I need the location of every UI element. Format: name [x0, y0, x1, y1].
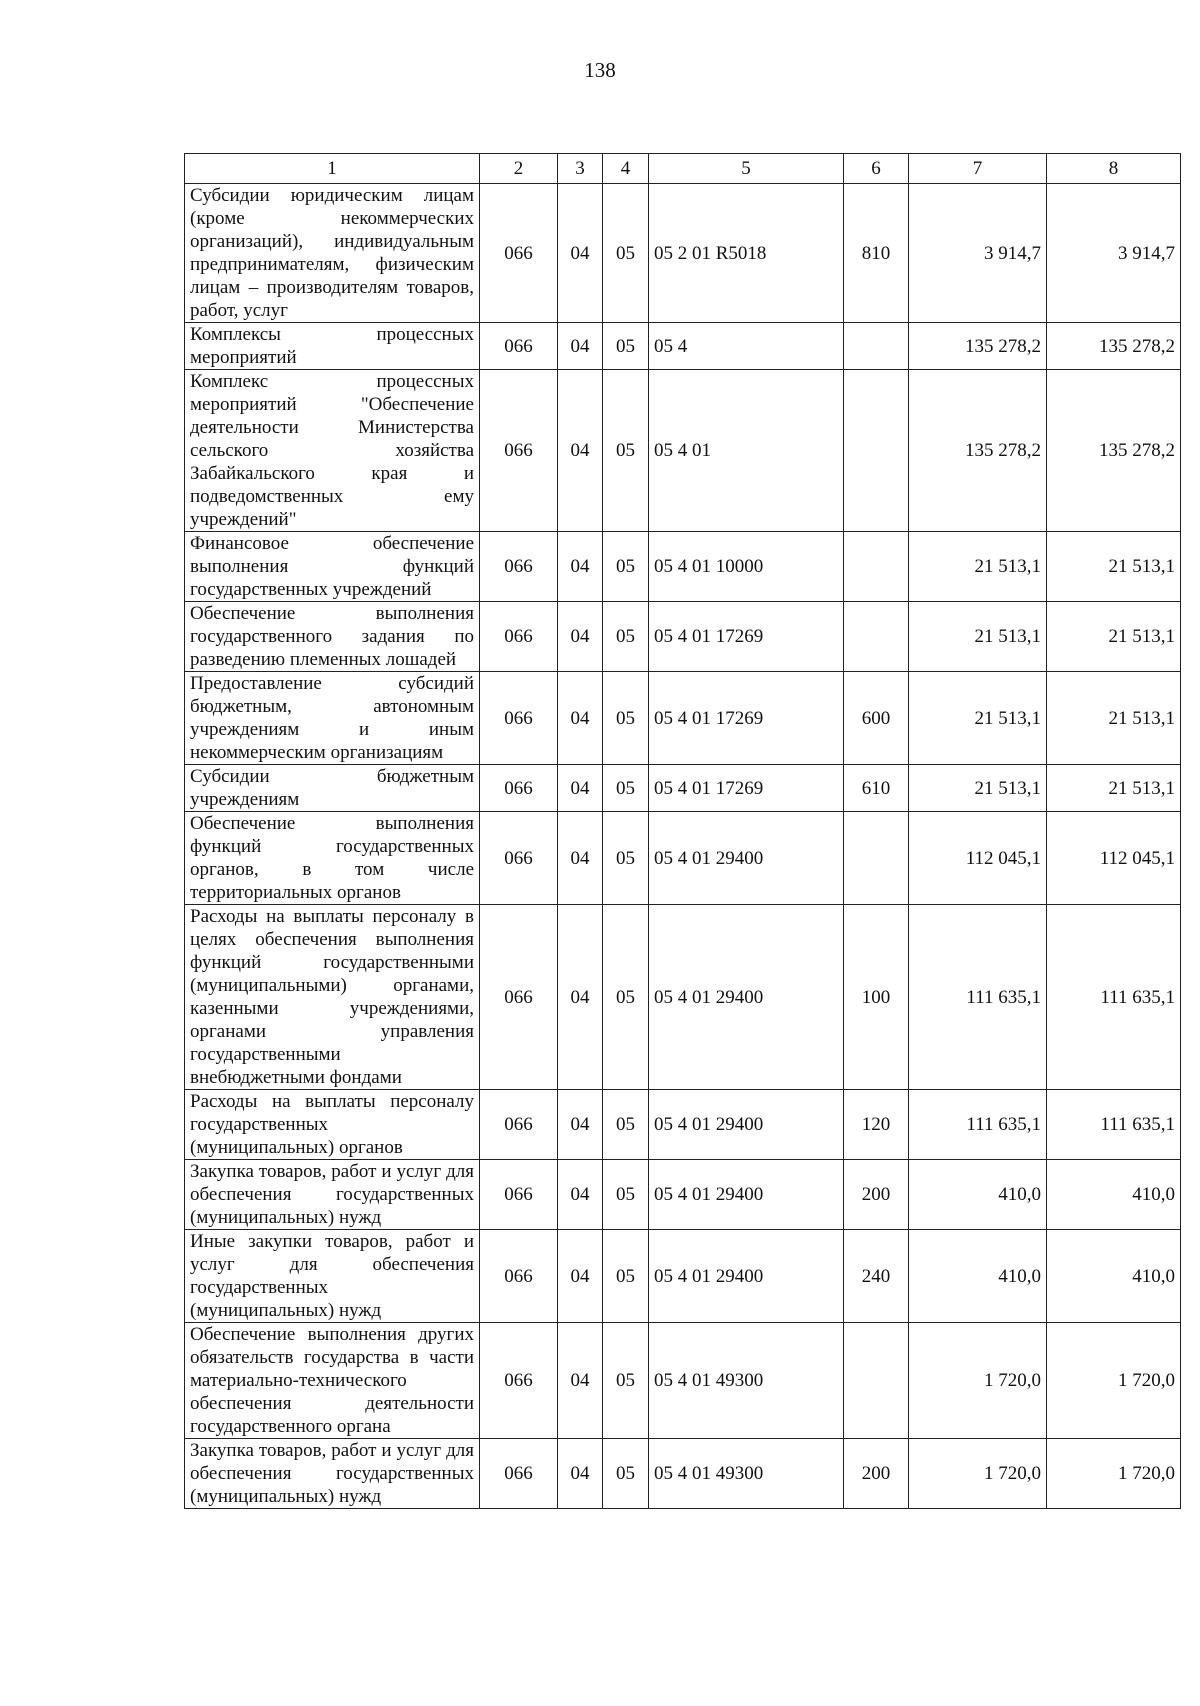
table-row: [185, 672, 1181, 765]
amount-cell: 21 513,1: [1047, 672, 1181, 765]
row-name-cell: Закупка товаров, работ и услуг для обеспечения государственных (муниципальных) нужд: [185, 1439, 480, 1509]
table-row: [185, 765, 1181, 812]
column-header: 8: [1047, 154, 1181, 184]
admin-code-cell: 066: [480, 370, 558, 532]
admin-code-cell: 066: [480, 532, 558, 602]
row-name-cell: Обеспечение выполнения других обязательств государства в части материально-технического обеспечения деятельности государственного органа: [185, 1323, 480, 1439]
section-cell: 04: [558, 323, 603, 370]
expense-type-cell: 610: [844, 765, 909, 812]
amount-cell: 1 720,0: [909, 1439, 1047, 1509]
column-header: 1: [185, 154, 480, 184]
expense-type-cell: 240: [844, 1230, 909, 1323]
subsection-cell: 05: [603, 1160, 649, 1230]
target-article-cell: 05 2 01 R5018: [649, 184, 844, 323]
target-article-cell: 05 4 01 49300: [649, 1323, 844, 1439]
subsection-cell: 05: [603, 1230, 649, 1323]
section-cell: 04: [558, 532, 603, 602]
row-name-cell: Закупка товаров, работ и услуг для обеспечения государственных (муниципальных) нужд: [185, 1160, 480, 1230]
amount-cell: 1 720,0: [1047, 1439, 1181, 1509]
amount-cell: 112 045,1: [1047, 812, 1181, 905]
column-header: 5: [649, 154, 844, 184]
table-row: [185, 905, 1181, 1090]
expense-type-cell: 100: [844, 905, 909, 1090]
admin-code-cell: 066: [480, 672, 558, 765]
target-article-cell: 05 4 01 29400: [649, 1230, 844, 1323]
section-cell: 04: [558, 812, 603, 905]
row-name-cell: Субсидии юридическим лицам (кроме некоммерческих организаций), индивидуальным предпринимателям, физическим лицам – производителям товаров, работ, услуг: [185, 184, 480, 323]
expense-type-cell: 120: [844, 1090, 909, 1160]
table-row: [185, 1230, 1181, 1323]
subsection-cell: 05: [603, 370, 649, 532]
table-row: [185, 323, 1181, 370]
admin-code-cell: 066: [480, 602, 558, 672]
section-cell: 04: [558, 184, 603, 323]
row-name-cell: Обеспечение выполнения функций государственных органов, в том числе территориальных органов: [185, 812, 480, 905]
amount-cell: 410,0: [1047, 1230, 1181, 1323]
row-name-cell: Предоставление субсидий бюджетным, автономным учреждениям и иным некоммерческим организациям: [185, 672, 480, 765]
section-cell: 04: [558, 1090, 603, 1160]
expense-type-cell: 200: [844, 1439, 909, 1509]
section-cell: 04: [558, 1439, 603, 1509]
section-cell: 04: [558, 602, 603, 672]
section-cell: 04: [558, 1230, 603, 1323]
amount-cell: 111 635,1: [1047, 1090, 1181, 1160]
row-name-cell: Расходы на выплаты персоналу государственных (муниципальных) органов: [185, 1090, 480, 1160]
admin-code-cell: 066: [480, 812, 558, 905]
amount-cell: 135 278,2: [1047, 370, 1181, 532]
column-header: 2: [480, 154, 558, 184]
table-row: [185, 370, 1181, 532]
budget-table: [184, 153, 1181, 1509]
target-article-cell: 05 4 01 29400: [649, 812, 844, 905]
expense-type-cell: 200: [844, 1160, 909, 1230]
amount-cell: 111 635,1: [1047, 905, 1181, 1090]
amount-cell: 3 914,7: [909, 184, 1047, 323]
amount-cell: 21 513,1: [1047, 765, 1181, 812]
subsection-cell: 05: [603, 323, 649, 370]
target-article-cell: 05 4 01 29400: [649, 1090, 844, 1160]
table-row: [185, 1160, 1181, 1230]
admin-code-cell: 066: [480, 184, 558, 323]
section-cell: 04: [558, 1160, 603, 1230]
expense-type-cell: [844, 323, 909, 370]
target-article-cell: 05 4 01 17269: [649, 672, 844, 765]
subsection-cell: 05: [603, 765, 649, 812]
table-row: [185, 1090, 1181, 1160]
target-article-cell: 05 4 01 17269: [649, 765, 844, 812]
table-row: [185, 812, 1181, 905]
amount-cell: 112 045,1: [909, 812, 1047, 905]
amount-cell: 410,0: [909, 1160, 1047, 1230]
admin-code-cell: 066: [480, 323, 558, 370]
admin-code-cell: 066: [480, 1439, 558, 1509]
row-name-cell: Комплексы процессных мероприятий: [185, 323, 480, 370]
subsection-cell: 05: [603, 672, 649, 765]
subsection-cell: 05: [603, 532, 649, 602]
expense-type-cell: 810: [844, 184, 909, 323]
target-article-cell: 05 4 01 29400: [649, 905, 844, 1090]
section-cell: 04: [558, 1323, 603, 1439]
subsection-cell: 05: [603, 184, 649, 323]
amount-cell: 1 720,0: [909, 1323, 1047, 1439]
amount-cell: 410,0: [1047, 1160, 1181, 1230]
subsection-cell: 05: [603, 602, 649, 672]
target-article-cell: 05 4 01: [649, 370, 844, 532]
amount-cell: 21 513,1: [909, 532, 1047, 602]
target-article-cell: 05 4 01 29400: [649, 1160, 844, 1230]
row-name-cell: Финансовое обеспечение выполнения функций государственных учреждений: [185, 532, 480, 602]
table-row: [185, 1323, 1181, 1439]
section-cell: 04: [558, 672, 603, 765]
table-row: [185, 532, 1181, 602]
section-cell: 04: [558, 370, 603, 532]
row-name-cell: Комплекс процессных мероприятий "Обеспечение деятельности Министерства сельского хозяйства Забайкальского края и подведомственных ему учреждений": [185, 370, 480, 532]
admin-code-cell: 066: [480, 905, 558, 1090]
column-header: 4: [603, 154, 649, 184]
subsection-cell: 05: [603, 812, 649, 905]
amount-cell: 1 720,0: [1047, 1323, 1181, 1439]
section-cell: 04: [558, 765, 603, 812]
target-article-cell: 05 4 01 10000: [649, 532, 844, 602]
column-header: 6: [844, 154, 909, 184]
target-article-cell: 05 4 01 17269: [649, 602, 844, 672]
subsection-cell: 05: [603, 905, 649, 1090]
table-row: [185, 602, 1181, 672]
amount-cell: 410,0: [909, 1230, 1047, 1323]
row-name-cell: Иные закупки товаров, работ и услуг для обеспечения государственных (муниципальных) нужд: [185, 1230, 480, 1323]
column-header: 3: [558, 154, 603, 184]
target-article-cell: 05 4 01 49300: [649, 1439, 844, 1509]
target-article-cell: 05 4: [649, 323, 844, 370]
admin-code-cell: 066: [480, 765, 558, 812]
amount-cell: 21 513,1: [909, 765, 1047, 812]
admin-code-cell: 066: [480, 1230, 558, 1323]
expense-type-cell: 600: [844, 672, 909, 765]
amount-cell: 21 513,1: [909, 672, 1047, 765]
subsection-cell: 05: [603, 1439, 649, 1509]
amount-cell: 135 278,2: [909, 370, 1047, 532]
admin-code-cell: 066: [480, 1090, 558, 1160]
expense-type-cell: [844, 812, 909, 905]
subsection-cell: 05: [603, 1323, 649, 1439]
amount-cell: 111 635,1: [909, 905, 1047, 1090]
expense-type-cell: [844, 532, 909, 602]
table-row: [185, 1439, 1181, 1509]
row-name-cell: Обеспечение выполнения государственного задания по разведению племенных лошадей: [185, 602, 480, 672]
amount-cell: 21 513,1: [1047, 532, 1181, 602]
amount-cell: 21 513,1: [909, 602, 1047, 672]
amount-cell: 21 513,1: [1047, 602, 1181, 672]
page-number: 138: [584, 58, 616, 82]
section-cell: 04: [558, 905, 603, 1090]
admin-code-cell: 066: [480, 1160, 558, 1230]
expense-type-cell: [844, 602, 909, 672]
column-header: 7: [909, 154, 1047, 184]
amount-cell: 3 914,7: [1047, 184, 1181, 323]
row-name-cell: Субсидии бюджетным учреждениям: [185, 765, 480, 812]
expense-type-cell: [844, 1323, 909, 1439]
row-name-cell: Расходы на выплаты персоналу в целях обеспечения выполнения функций государственными (муниципальными) органами, казенными учреждениями, органами управления государственными внебюджетными фондами: [185, 905, 480, 1090]
amount-cell: 135 278,2: [1047, 323, 1181, 370]
expense-type-cell: [844, 370, 909, 532]
admin-code-cell: 066: [480, 1323, 558, 1439]
table-row: [185, 184, 1181, 323]
amount-cell: 135 278,2: [909, 323, 1047, 370]
amount-cell: 111 635,1: [909, 1090, 1047, 1160]
header-row: [185, 154, 1181, 184]
subsection-cell: 05: [603, 1090, 649, 1160]
